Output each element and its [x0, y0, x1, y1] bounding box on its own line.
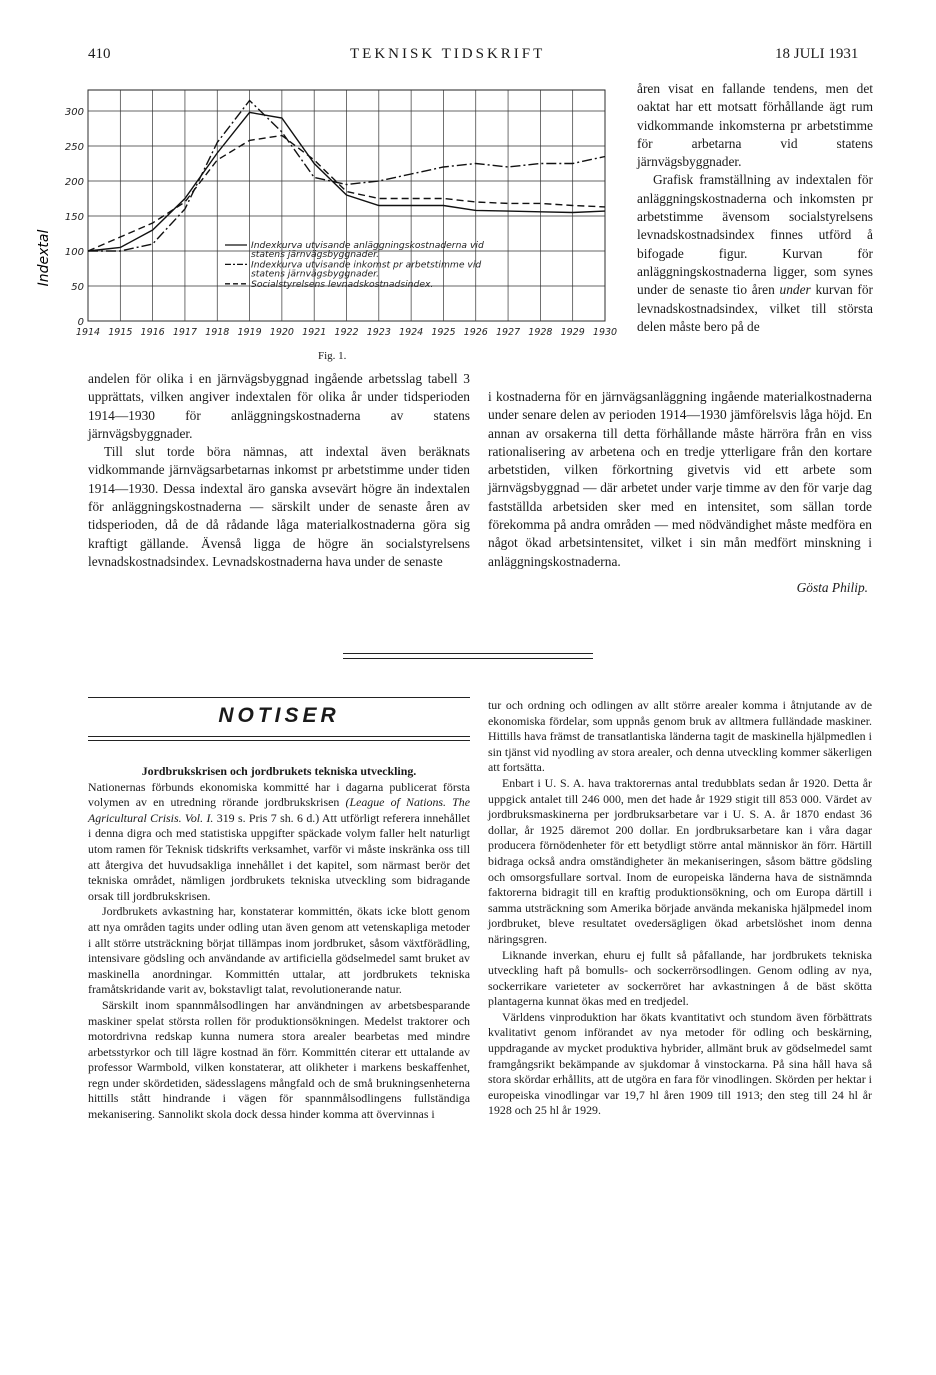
x-tick-label: 1914 [75, 327, 101, 338]
x-tick-label: 1927 [495, 327, 521, 338]
journal-title: TEKNISK TIDSKRIFT [350, 46, 546, 62]
notice-paragraph: Nationernas förbunds ekonomiska kommitté har i dagarna publicerat första volymen av en utredning rörande jordbrukskrisen (League of Nations. The Agricultural Crisis. Vol. I. 319 s. Pris 7 sh. 6 d.) Att utförligt referera innehållet i denna digra och med statistiska uppgifter späckade volym faller helt naturligt utom ramen för Teknisk tidskrifts verksamhet, varför vi måste inskränka oss till att återgiva det huvudsakliga innehållet i det kapitel, som närmast berör det tekniska området, nämligen jordbrukets tekniska utveckling som bidragande orsak till jordbrukskrisen. [88, 779, 471, 903]
article-paragraph: Till slut torde böra nämnas, att indextal även beräknats vidkommande järnvägsarbetarnas inkomst pr arbetstimme under tiden 1914—1930. Dessa indextal äro ganska avsevärt högre än indextalen för anläggningskostnaderna — särskilt under de senaste åren av tidsperioden, då de då rådande låga materialkostnaderna göra sig kraftigt gällande. Ävenså ligga de högre än socialstyrelsens levnadskostnadsindex. Levnadskostnaderna hava under de senaste [88, 444, 470, 569]
y-tick-label: 250 [64, 142, 84, 153]
emphasis-word: under [779, 282, 811, 298]
notice-paragraph: Särskilt inom spannmålsodlingen har användningen av arbetsbesparande maskiner spelat största rollen för produktionsökningen. Medelst traktorer och motordrivna redskap kunna numera stora arealer bearbetas med mindre arbetsstyrkor och till lägre kostnad än förr. Kommittén citerar ett uttalande av professor Warmbold, vilken konstaterar, att olikheter i markens beskaffenhet, regn under skördetiden, sädesslagens mångfald och de små brukningsenheterna hittills stått hindrande i vägen för spannmålsodlingens fullständiga mekanisering. Sannolikt skola dock dessa hinder komma att övervinnas i [88, 997, 470, 1122]
citation-italic: (League of Nations. The Agricultural Crisis. Vol. I. [88, 795, 470, 825]
x-tick-label: 1926 [463, 327, 488, 338]
y-tick-label: 300 [64, 107, 84, 118]
x-tick-label: 1924 [399, 327, 424, 338]
article-end-rule [343, 653, 593, 654]
legend-label: Indexkurva utvisande inkomst pr arbetstimme vid [251, 259, 482, 271]
x-tick-label: 1922 [334, 327, 359, 338]
y-tick-label: 0 [77, 317, 84, 328]
notice-paragraph: tur och ordning och odlingen av allt större arealer komma i åtnjutande av de ekonomiska fördelar, som uppnås genom bruk av alltmera fulländade maskiner. Hittills hava främst de transatlantiska länderna tagit de maskinella hjälpmedlen i sin tjänst vid nyodling av stora arealer, och denna utveckling kommer säkerligen att fortsätta. [488, 698, 872, 775]
x-tick-label: 1919 [237, 327, 262, 338]
x-tick-label: 1929 [560, 327, 585, 338]
y-tick-label: 200 [64, 177, 84, 188]
x-tick-label: 1920 [269, 327, 294, 338]
notiser-right-column [488, 698, 872, 1119]
article-paragraph: i kostnaderna för en järnvägsanläggning ingående materialkostnaderna under senare delen av perioden 1914—1930 jämförelsvis låga höjd. En annan av orsakerna till detta förhållande måste härröra från en viss rationalisering av arbetena och en tredje ytterligare från den kortare arbetstiden, vilken förkortning givetvis vid ett arbete som järnvägsbyggnad — där arbetet under varje timme av den för varje dag fastställda arbetsiden sker med en intensitet, som sällan torde förekomma på andra områden — med nödvändighet måste medföra en något ökad arbetsintensitet, vilket i sin mån medfört minskning i anläggningskostnaderna. [488, 389, 872, 569]
y-tick-label: 150 [64, 212, 84, 223]
author-signature: Gösta Philip. [796, 579, 868, 595]
article-end-rule [343, 658, 593, 659]
article-paragraph: andelen för olika i en järnvägsbyggnad ingående arbetsslag tabell 3 upprättats, vilken angiver indextalen för olika år under tidsperioden 1914—1930 för anläggningskostnaderna av statens järnvägsbyggnader. [88, 371, 470, 441]
legend-label: Socialstyrelsens levnadskostnadsindex. [251, 278, 434, 290]
x-tick-label: 1917 [172, 327, 198, 338]
x-tick-label: 1925 [431, 327, 456, 338]
x-tick-label: 1915 [108, 327, 133, 338]
figure-index-chart [30, 78, 630, 368]
figure-caption: Fig. 1. [318, 350, 347, 362]
page-number: 410 [88, 46, 111, 62]
article-paragraph: åren visat en fallande tendens, men det oaktat har ett motsatt förhållande ägt rum vidkommande inkomsterna pr arbetstimme för arbetarna vid statens järnvägsbyggnader. [637, 81, 873, 170]
notiser-bottom-rule [88, 740, 470, 741]
notiser-bottom-rule [88, 736, 470, 737]
x-tick-label: 1918 [205, 327, 230, 338]
article-right-top [637, 80, 873, 336]
section-title: NOTISER [218, 704, 340, 727]
notice-headline: Jordbrukskrisen och jordbrukets tekniska utveckling. [141, 764, 417, 778]
legend-label: statens järnvägsbyggnader. [251, 249, 379, 261]
legend-label: Indexkurva utvisande anläggningskostnaderna vid [251, 240, 484, 251]
article-left-column [88, 370, 470, 571]
x-tick-label: 1916 [140, 327, 165, 338]
x-tick-label: 1928 [528, 327, 553, 338]
notiser-top-rule [88, 697, 470, 698]
y-axis-label: Indextal [36, 229, 52, 287]
issue-date: 18 JULI 1931 [775, 46, 859, 62]
x-tick-label: 1930 [592, 327, 618, 338]
x-tick-label: 1921 [302, 327, 327, 338]
article-right-column [488, 388, 872, 597]
notice-paragraph: Jordbrukets avkastning har, konstaterar kommittén, ökats icke blott genom att nya områden tagits under odling utan även genom att vetenskapliga metoder i allt större utsträckning börjat tillämpas inom jordbruket, såsom växtförädling, intensivare gödsling och användande av artificiella gödselmedel samt bruket av maskinella anordningar. Kommittén uttalar, att jordbrukets tekniska framåtskridande varit av, bokstavligt talat, revolutionerande natur. [88, 904, 470, 997]
notice-paragraph: Liknande inverkan, ehuru ej fullt så påfallande, har jordbrukets tekniska utveckling haft på bomulls- och sockerrörsodlingen. Genom odling av nya, sockerrikare varieteter av sockerröret har avkastningen å de bäst skötta plantagerna kunnat ökas med en tredjedel. [488, 947, 872, 1009]
legend-label: statens järnvägsbyggnader. [251, 268, 379, 280]
notiser-left-column [88, 764, 470, 1123]
x-tick-label: 1923 [366, 327, 391, 338]
notice-paragraph: Enbart i U. S. A. hava traktorernas antal tredubblats sedan år 1920. Detta år uppgick antalet till 246 000, men det hade år 1929 stigit till 853 000. Värdet av jordbruksmaskinerna per jordbruksarbetare var i U. S. A. år 1870 endast 36 dollar, år 1925 däremot 200 dollar. En jordbruksarbetare kan i våra dagar producera förnödenheter för ett betydligt större antal människor än förr. Härtill bidraga också andra omständigheter än mekaniseringen, såsom bättre gödsling och omsorgsfullare sortval. Inom de europeiska länderna hava de sistnämnda faktorerna bidragit till en kraftig produktionsökning, och om Europa därtill i samma utsträckning som Amerika började använda mekaniska hjälpmedel inom jordbruket, bleve resultatet ovedersägligen ökad arbetslöshet inom denna näringsgren. [488, 775, 872, 946]
index-line-chart [30, 78, 630, 368]
article-paragraph: Grafisk framställning av indextalen för anläggningskostnaderna och inkomsten pr arbetstimme ävensom socialstyrelsens levnadskostnadsindex finnes utförd å bifogade figur. Kurvan för anläggningskostnaderna ligger, som synes under de senaste tio åren under kurvan för levnadskostnadsindex, vilket till största delen måste bero på de [637, 172, 873, 334]
notice-paragraph: Världens vinproduktion har ökats kvantitativt och stundom även förbättrats kvalitativt genom införandet av nya metoder för odling och beskärning, uppdragande av mycket produktiva hybrider, allmänt bruk av gödselmedel samt framgångsrikt bekämpande av sjukdomar å vinstockarna. På sina håll hava så stora skördar erhållits, att de utgöra en fara för vinodlingen. Skörden per hektar i europeiska vinodlingar var 19,7 hl åren 1909 till 1913; den steg till 24 hl år 1928 och 25 hl år 1929. [488, 1009, 872, 1118]
y-tick-label: 50 [71, 282, 84, 293]
y-tick-label: 100 [64, 247, 84, 258]
